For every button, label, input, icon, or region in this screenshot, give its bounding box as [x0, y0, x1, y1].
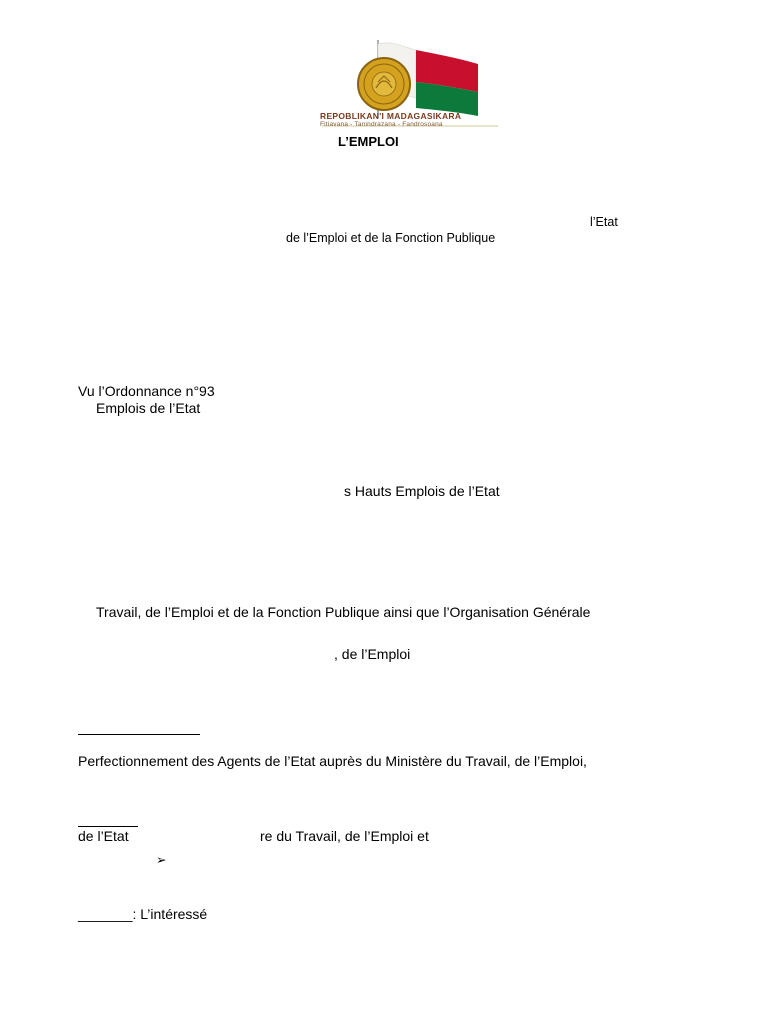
emblem-caption — [320, 112, 504, 129]
text-fragment-de-lemploi: , de l’Emploi — [334, 646, 411, 662]
text-fragment-travail: Travail, de l’Emploi et de la Fonction Publique ainsi que l’Organisation Générale — [96, 604, 591, 620]
text-fragment-emplois-etat: Emplois de l’Etat — [96, 400, 201, 416]
text-fragment-vu-ordonnance: Vu l’Ordonnance n°93 — [78, 383, 215, 399]
text-fragment-de-letat: de l’Etat — [78, 828, 129, 844]
text-fragment-letat: l’Etat — [590, 215, 618, 229]
document-heading: L’EMPLOI — [338, 134, 399, 149]
seal-icon — [358, 58, 410, 110]
emblem-title: REPOBLIKAN'I MADAGASIKARA — [320, 111, 462, 121]
text-fragment-ministry: de l’Emploi et de la Fonction Publique — [286, 231, 496, 245]
text-fragment-re-du-travail: re du Travail, de l’Emploi et — [260, 828, 429, 844]
text-fragment-hauts-emplois: s Hauts Emplois de l’Etat — [344, 483, 500, 499]
short-underline — [78, 826, 138, 827]
arrow-bullet-icon: ➢ — [156, 853, 167, 867]
text-fragment-perfectionnement: Perfectionnement des Agents de l’Etat auprès du Ministère du Travail, de l’Emploi, — [78, 753, 587, 769]
text-fragment-interesse: _______: L’intéressé — [78, 906, 208, 922]
emblem-motto: Fitiavana - Tanindrazana - Fandrosoana — [320, 121, 443, 128]
divider-line — [78, 734, 200, 735]
